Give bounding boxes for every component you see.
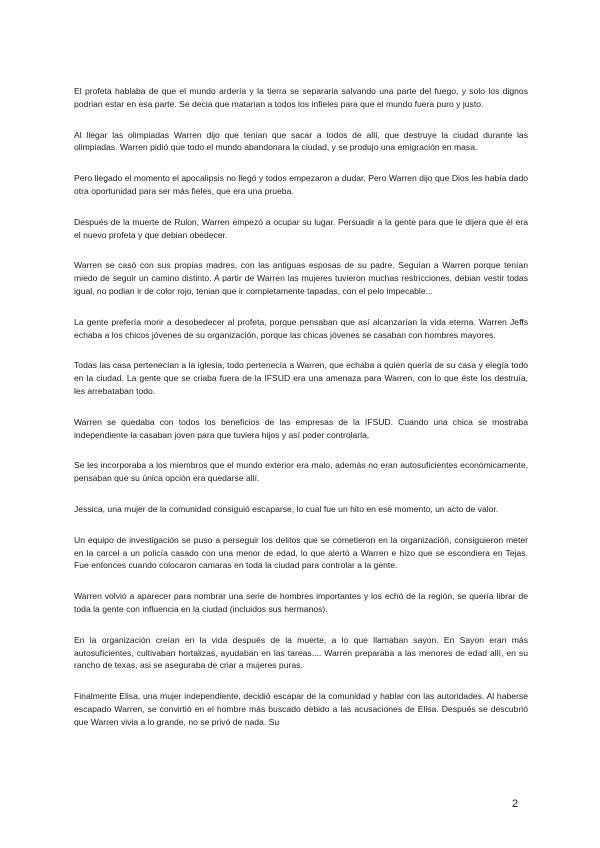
paragraph-olympics: Al llegar las olimpiadas Warren dijo que tenian que sacar a todos de allí, que destruye la ciudad durante las olimpiadas. Warren pidió que todo el mundo abandonara la ciudad, y se produjo una emigración en masa. [74,129,528,153]
paragraph-sayon: En la organización creían en la vida después de la muerte, a lo que llamaban sayon. En Sayon eran más autosuficientes, cultivaban hortalizas, ayudaban en las tareas.... Warren preparaba a las menores de edad allí, en su rancho de texas, asi se aseguraba de criar a mujeres puras. [74,634,528,671]
paragraph-warren-marriage: Warren se casó con sus propias madres, con las antiguas esposas de su padre. Seguían a Warren porque tenían miedo de seguir un camino distinto. A partir de Warren las mujeres tuvieron muchas restricciones, debian vestir todas igual, no podian ir de color rojo, tenian que ir completamente tapadas, con el pelo impecable... [74,260,528,296]
paragraph-apocalypse: Pero llegado el momento el apocalipsis no llegó y todos empezaron a dudar. Pero Warren dijo que Dios les había dado otra oportunidad para ser más fieles, que era una prueba. [74,173,528,196]
paragraph-business-profits: Warren se quedaba con todos los beneficios de las empresas de la IFSUD. Cuando una chica se mostraba independiente la casaban joven para que tuviera hijos y así poder controlarla. [74,416,528,440]
paragraph-outside-world: Se les incorporaba a los miembros que el mundo exterior era malo, además no eran autosuficientes económicamente, pensaban que su única opción era quedarse allí. [74,460,528,484]
paragraph-rulon-death: Después de la muerte de Rulon, Warren empezó a ocupar su lugar. Persuadir a la gente para que le dijera que él era el nuevo profeta y que debian obedecer. [74,216,528,240]
paragraph-expulsions: Warren volvió a aparecer para nombrar una serie de hombres importantes y los echó de la región, se quería librar de toda la gente con influencia en la ciudad (incluidos sus hermanos). [74,591,528,614]
paragraph-elisa: Finalmente Elisa, una mujer independiente, decidió escapar de la comunidad y hablar con las autoridades. Al haberse escapado Warren, se convirtió en el hombre más buscado debido a las acusaciones de Elisa. Después se descubrió que Warren vivia a lo grande, no se privó de nada. Su [74,691,528,727]
document-body [74,85,528,747]
paragraph-obedience: La gente prefería morir a desobedecer al profeta, porque pensaban que así alcanzarían la vida eterna. Warren Jeffs echaba a los chicos jóvenes de su organización, porque las chicas jóvenes se casaban con hombres mayores. [74,316,528,340]
paragraph-church-houses: Todas las casa pertenecían a la iglesia, todo pertenecía a Warren, que echaba a quien quería de su casa y elegía todo en la ciudad. La gente que se criaba fuera de la IFSUD era una amenaza para Warren, con lo que éste los destruía, les arrebataban todo. [74,360,528,396]
paragraph-investigation: Un equipo de investigación se puso a perseguir los delitos que se cometieron en la organización, consiguieron meter en la carcel a un policía casado con una menor de edad, lo que alertó a Warren e hizo que se escondiera en Tejas. Fue entonces cuando colocaron camaras en toda la ciudad para controlar a la gente. [74,534,528,571]
page-number: 2 [512,798,519,810]
paragraph-prophecy: El profeta hablaba de que el mundo ardería y la tierra se separaria salvando una parte del fuego, y solo los dignos podrian estar en esa parte. Se decia que matarian a todos los infieles para que el mundo fuera puro y justo. [74,86,528,109]
paragraph-jessica: Jessica, una mujer de la comunidad consiguió escaparse, lo cual fue un hito en ese momento, un acto de valor. [74,503,499,514]
